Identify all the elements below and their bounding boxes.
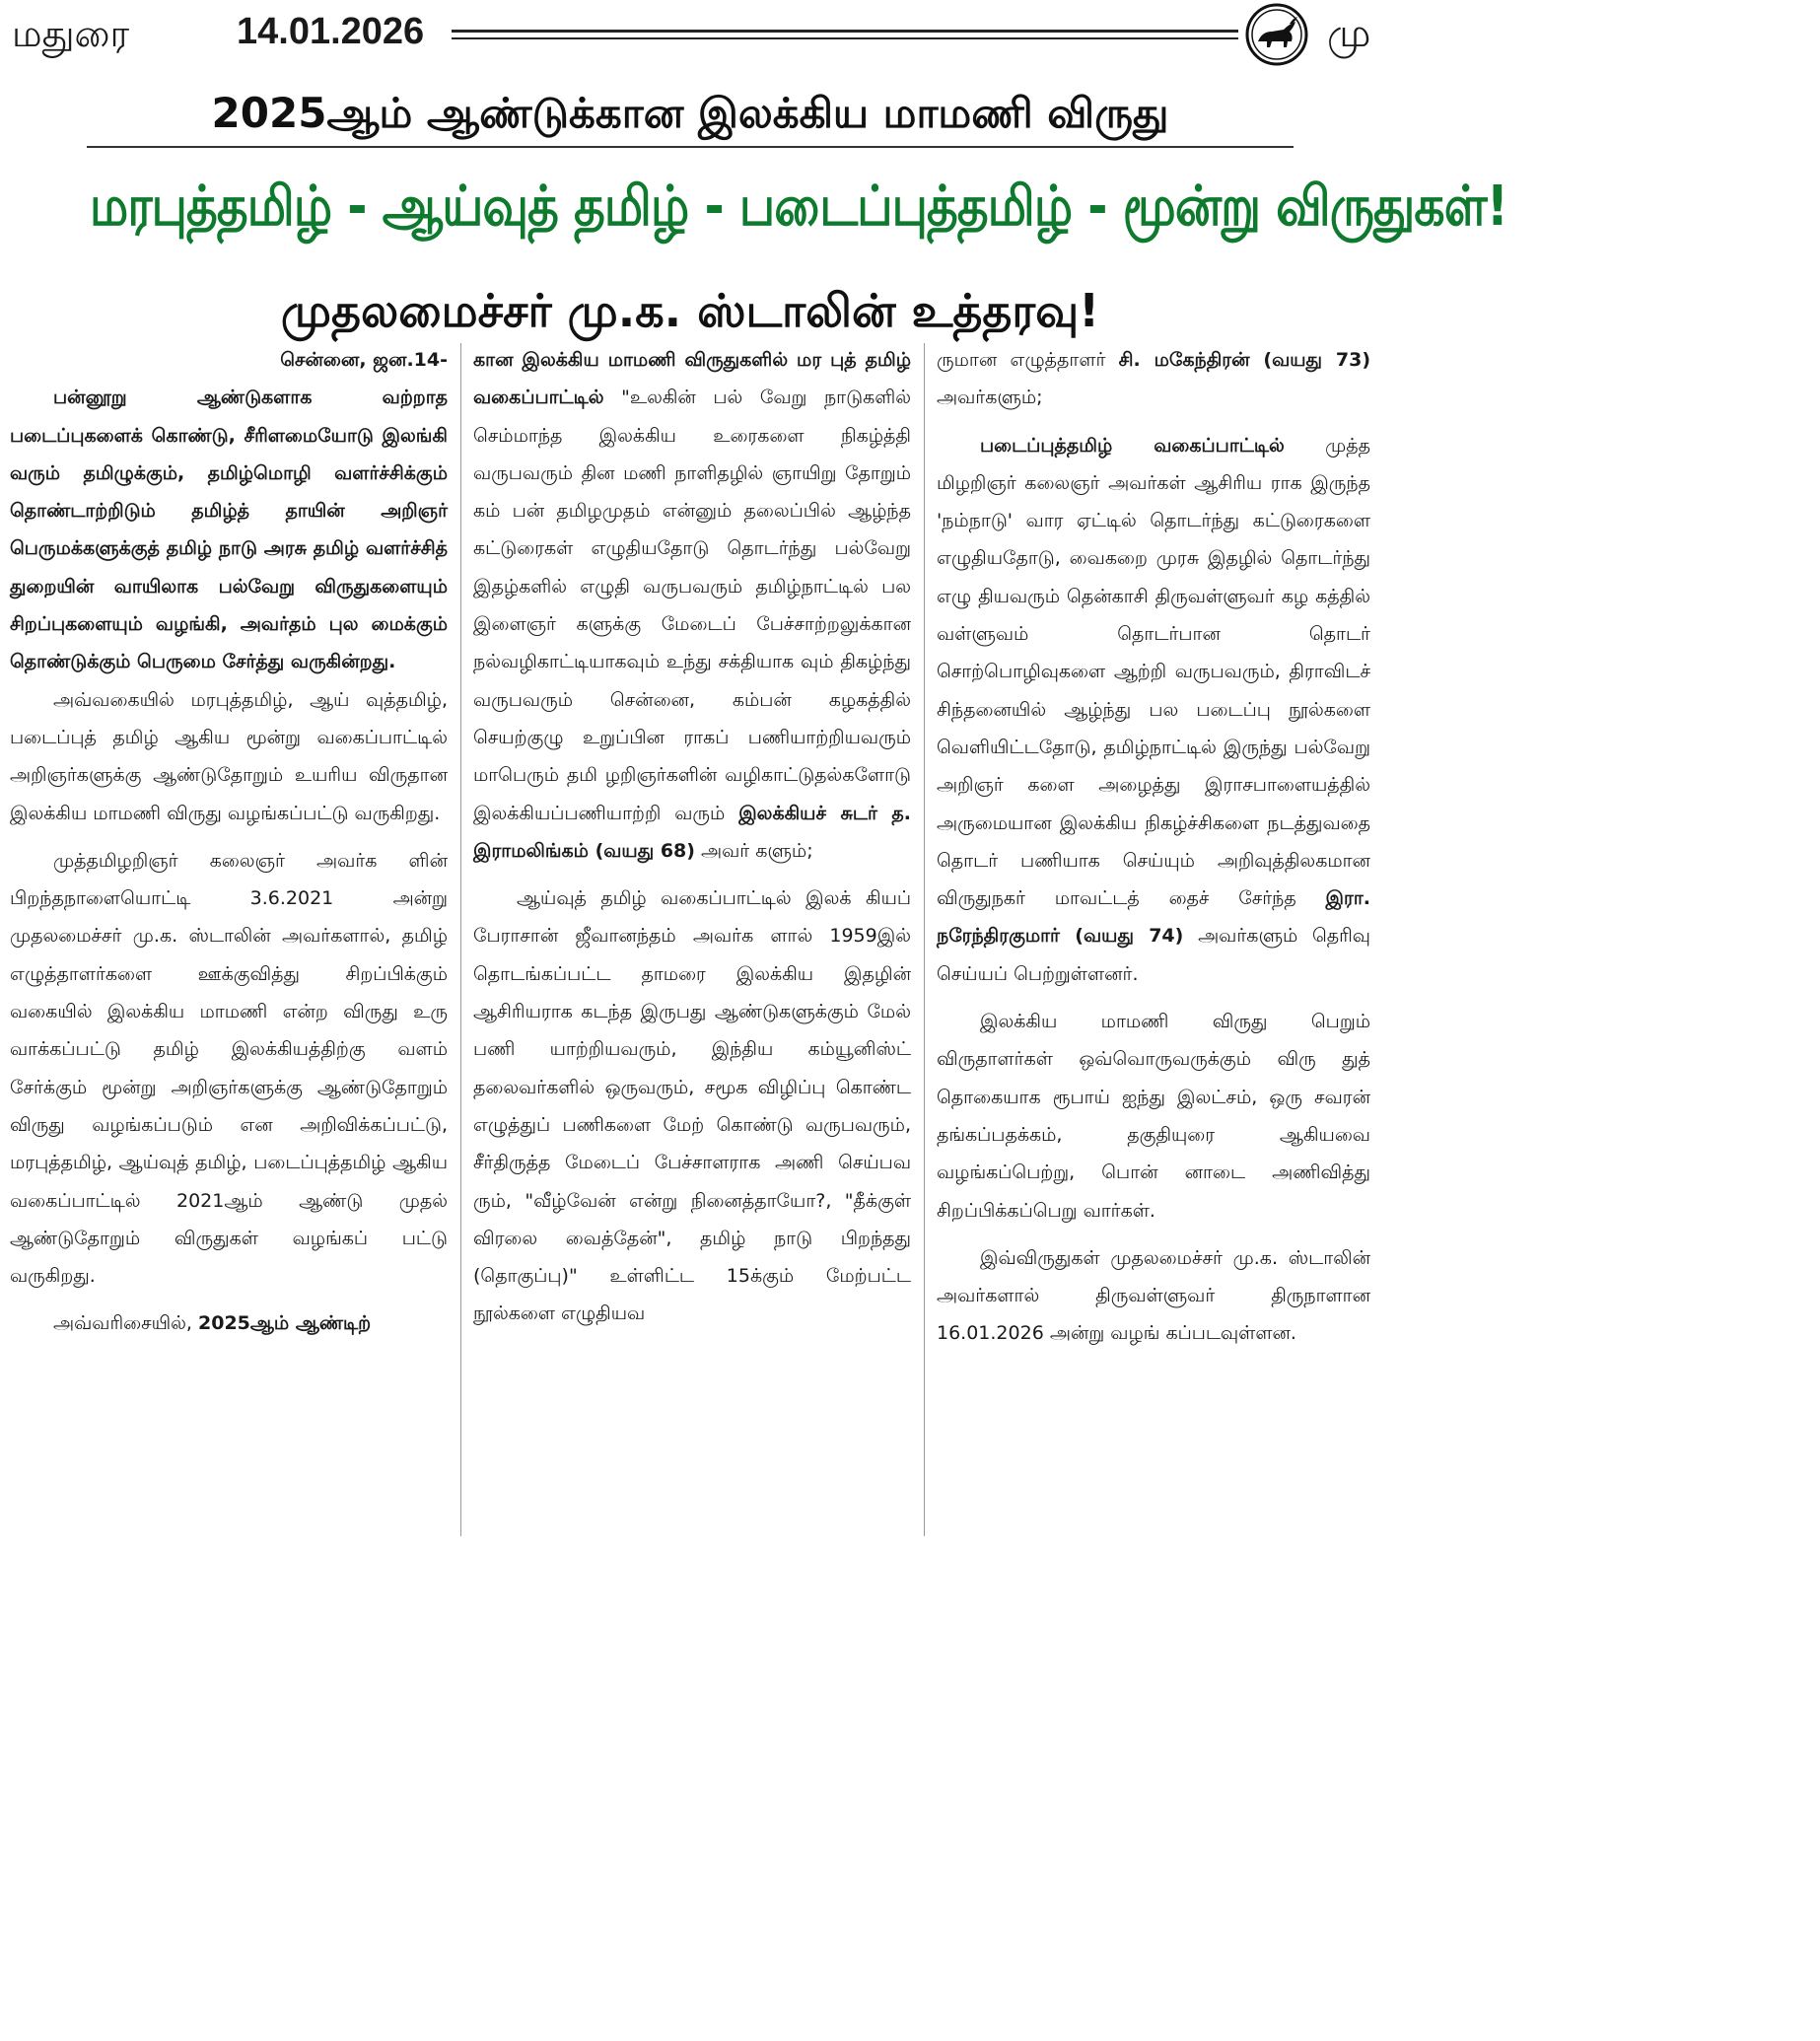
article-column-2 (473, 341, 911, 1333)
paragraph-text: அவர்களும் தெரிவு செய்யப் பெற்றுள்ளனர். (937, 925, 1370, 985)
edition-date: 14.01.2026 (237, 11, 425, 52)
kicker-underline (87, 146, 1294, 148)
article-paragraph: ஆய்வுத் தமிழ் வகைப்பாட்டில் இலக் கியப் பேராசான் ஜீவானந்தம் அவர்க ளால் 1959இல் தொடங்கப்பட்ட தாமரை இலக்கிய இதழின் ஆசிரியராக கடந்த இருபது ஆண்டுகளுக்கும் மேல் பணி யாற்றியவரும், இந்திய கம்யூனிஸ்ட் தலைவர்களில் ஒருவரும், சமூக விழிப்பு கொண்ட எழுத்துப் பணிகளை மேற் கொண்டு வருபவரும், சீர்திருத்த மேடைப் பேச்சாளராக அணி செய்பவ ரும், "வீழ்வேன் என்று நினைத்தாயோ?, "தீக்குள் விரலை வைத்தேன்", தமிழ் நாடு பிறந்தது (தொகுப்பு)" உள்ளிட்ட 15க்கும் மேற்பட்ட நூல்களை எழுதியவ (473, 887, 911, 1325)
article-paragraph (937, 427, 1370, 993)
awardee-name: சி. மகேந்திரன் (வயது 73) (1118, 349, 1370, 371)
headline-sub: முதலமைச்சர் மு.க. ஸ்டாலின் உத்தரவு! (280, 284, 1100, 337)
article-paragraph (937, 341, 1370, 417)
paragraph-text: முத்த மிழறிஞர் கலைஞர் அவர்கள் ஆசிரிய ராக இருந்த 'நம்நாடு' வார ஏட்டில் தொடர்ந்து கட்டுரைகளை எழுதியதோடு, வைகறை முரசு இதழில் தொடர்ந்து எழு தியவரும் தென்காசி திருவள்ளுவர் கழ கத்தில் வள்ளுவம் தொடர்பான தொடர் சொற்பொழிவுகளை ஆற்றி வருபவரும், திராவிடச் சிந்தனையில் ஆழ்ந்து பல படைப்பு நூல்களை வெளியிட்டதோடு, தமிழ்நாட்டில் இருந்து பல்வேறு அறிஞர் களை அழைத்து இராசபாளையத்தில் அருமையான இலக்கிய நிகழ்ச்சிகளை நடத்துவதை தொடர் பணியாக செய்யும் அறிவுத்திலகமான விருதுநகர் மாவட்டத் தைச் சேர்ந்த (937, 434, 1370, 910)
article-paragraph: அவ்வகையில் மரபுத்தமிழ், ஆய் வுத்தமிழ், படைப்புத் தமிழ் ஆகிய மூன்று வகைப்பாட்டில் அறிஞர்களுக்கு ஆண்டுதோறும் உயரிய விருதான இலக்கிய மாமணி விருது வழங்கப்பட்டு வருகிறது. (10, 688, 448, 824)
bull-emblem-icon (1244, 2, 1309, 67)
masthead (0, 0, 1380, 71)
edition-city: மதுரை (12, 12, 130, 55)
masthead-corner-text: மு (1327, 11, 1371, 56)
article-paragraph: முத்தமிழறிஞர் கலைஞர் அவர்க ளின் பிறந்தநாளையொட்டி 3.6.2021 அன்று முதலமைச்சர் மு.க. ஸ்டாலின் அவர்களால், தமிழ் எழுத்தாளர்களை ஊக்குவித்து சிறப்பிக்கும் வகையில் இலக்கிய மாமணி என்ற விருது உரு வாக்கப்பட்டு தமிழ் இலக்கியத்திற்கு வளம் சேர்க்கும் மூன்று அறிஞர்களுக்கு ஆண்டுதோறும் விருது வழங்கப்படும் என அறிவிக்கப்பட்டு, மரபுத்தமிழ், ஆய்வுத் தமிழ், படைப்புத்தமிழ் ஆகிய வகைப்பாட்டில் 2021ஆம் ஆண்டு முதல் ஆண்டுதோறும் விருதுகள் வழங்கப் பட்டு வருகிறது. (10, 849, 448, 1288)
article-paragraph: இலக்கிய மாமணி விருது பெறும் விருதாளர்கள் ஒவ்வொருவருக்கும் விரு துத் தொகையாக ரூபாய் ஐந்து இலட்சம், ஒரு சவரன் தங்கப்பதக்கம், தகுதியுரை ஆகியவை வழங்கப்பெற்று, பொன் னாடை அணிவித்து சிறப்பிக்கப்பெறு வார்கள். (937, 1011, 1370, 1222)
awardee-name: இரா. நரேந்திரகுமார் (வயது 74) (937, 887, 1370, 948)
paragraph-bold-text: கான இலக்கிய மாமணி விருதுகளில் மர புத் தமிழ் வகைப்பாட்டில் (473, 349, 911, 409)
article-paragraph: பன்னூறு ஆண்டுகளாக வற்றாத படைப்புகளைக் கொண்டு, சீரிளமையோடு இலங்கி வரும் தமிழுக்கும், தமிழ்மொழி வளர்ச்சிக்கும் தொண்டாற்றிடும் தமிழ்த் தாயின் அறிஞர் பெருமக்களுக்குத் தமிழ் நாடு அரசு தமிழ் வளர்ச்சித் துறையின் வாயிலாக பல்வேறு விருதுகளையும் சிறப்புகளையும் வழங்கி, அவர்தம் புல மைக்கும் தொண்டுக்கும் பெருமை சேர்த்து வருகின்றது. (10, 387, 448, 673)
awardee-name: இலக்கியச் சுடர் த. இராமலிங்கம் (வயது 68) (473, 802, 911, 862)
article-paragraph (473, 341, 911, 870)
column-divider (460, 343, 461, 1536)
masthead-rule-secondary (452, 37, 1238, 39)
headline-kicker: 2025ஆம் ஆண்டுக்கான இலக்கிய மாமணி விருது (211, 89, 1169, 137)
paragraph-text: அவர்களும்; (937, 387, 1043, 409)
column-divider (924, 343, 925, 1536)
paragraph-text: அவர் களும்; (694, 839, 813, 862)
paragraph-text: "உலகின் பல் வேறு நாடுகளில் செம்மாந்த இலக்கிய உரைகளை நிகழ்த்தி வருபவரும் தின மணி நாளிதழில் ஞாயிறு தோறும் கம் பன் தமிழமுதம் என்னும் தலைப்பில் ஆழ்ந்த கட்டுரைகள் எழுதியதோடு தொடர்ந்து பல்வேறு இதழ்களில் எழுதி வருபவரும் தமிழ்நாட்டில் பல இளைஞர் களுக்கு மேடைப் பேச்சாற்றலுக்கான நல்வழிகாட்டியாகவும் உந்து சக்தியாக வும் திகழ்ந்து வருபவரும் சென்னை, கம்பன் கழகத்தில் செயற்குழு உறுப்பின ராகப் பணியாற்றியவரும் மாபெரும் தமி ழறிஞர்களின் வழிகாட்டுதல்களோடு இலக்கியப்பணியாற்றி வரும் (473, 387, 911, 824)
masthead-rule (452, 30, 1238, 33)
paragraph-bold-text: 2025ஆம் ஆண்டிற் (198, 1312, 372, 1335)
paragraph-text: ருமான எழுத்தாளர் (937, 349, 1119, 371)
article-column-1 (10, 341, 448, 1343)
paragraph-bold-text: படைப்புத்தமிழ் வகைப்பாட்டில் (980, 434, 1285, 457)
article-paragraph: இவ்விருதுகள் முதலமைச்சர் மு.க. ஸ்டாலின் அவர்களால் திருவள்ளுவர் திருநாளான 16.01.2026 அன்று வழங் கப்படவுள்ளன. (937, 1246, 1370, 1345)
dateline: சென்னை, ஜன.14- (280, 349, 448, 371)
headline-main: மரபுத்தமிழ் - ஆய்வுத் தமிழ் - படைப்புத்தமிழ் - மூன்று விருதுகள்! (90, 175, 1508, 239)
article-column-3 (937, 341, 1370, 1353)
paragraph-text: அவ்வரிசையில், (53, 1312, 199, 1335)
article-paragraph (10, 1304, 448, 1342)
